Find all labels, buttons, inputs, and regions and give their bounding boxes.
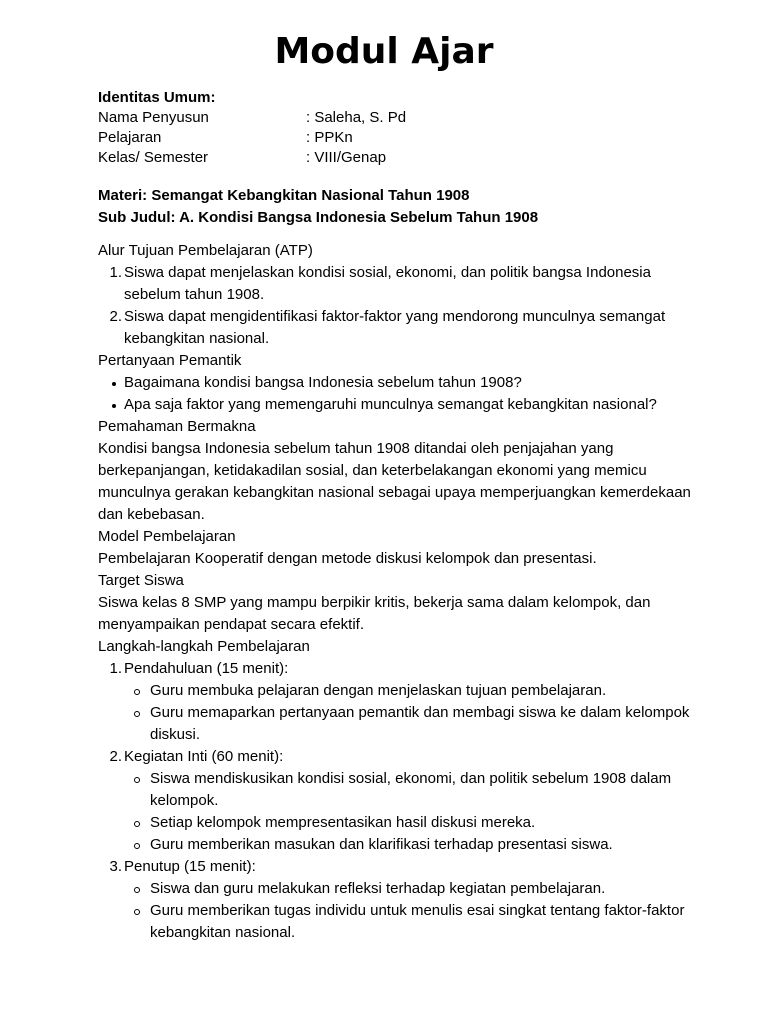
list-item bbox=[124, 702, 698, 746]
pertanyaan-list bbox=[98, 372, 698, 416]
pertanyaan-heading: Pertanyaan Pemantik bbox=[98, 352, 242, 369]
list-item: 1. Siswa dapat menjelaskan kondisi sosial, ekonomi, dan politik bangsa Indonesia sebelum tahun 1908. bbox=[98, 262, 698, 306]
atp-item-text: Siswa dapat mengidentifikasi faktor-faktor yang mendorong munculnya semangat kebangkitan nasional. bbox=[124, 308, 666, 347]
identitas-row bbox=[98, 108, 698, 128]
pertanyaan-item-text: Apa saja faktor yang memengaruhi munculnya semangat kebangkitan nasional? bbox=[124, 396, 657, 413]
list-item: 2. Kegiatan Inti (60 menit): Siswa mendiskusikan kondisi sosial, ekonomi, dan politik sebelum 1908 dalam kelompok. Setiap kelompok mempresentasikan hasil diskusi mereka. Guru memberikan masukan dan klarifikasi terhadap presentasi siswa. bbox=[98, 746, 698, 856]
model-text: Pembelajaran Kooperatif dengan metode diskusi kelompok dan presentasi. bbox=[98, 550, 597, 567]
step-label: Kegiatan Inti (60 menit): bbox=[124, 748, 284, 765]
circle-bullet-icon bbox=[124, 768, 150, 812]
step-item-text: Guru memberikan masukan dan klarifikasi terhadap presentasi siswa. bbox=[150, 836, 613, 853]
list-item bbox=[124, 878, 698, 900]
circle-bullet-icon bbox=[124, 702, 150, 746]
step-item-text: Guru membuka pelajaran dengan menjelaskan tujuan pembelajaran. bbox=[150, 682, 607, 699]
step-sub-list bbox=[124, 768, 698, 856]
identitas-row bbox=[98, 128, 698, 148]
bullet-icon bbox=[98, 394, 124, 416]
circle-bullet-icon bbox=[124, 900, 150, 944]
step-item-text: Setiap kelompok mempresentasikan hasil diskusi mereka. bbox=[150, 814, 536, 831]
identitas-row bbox=[98, 148, 698, 168]
step-label: Penutup (15 menit): bbox=[124, 858, 256, 875]
list-item bbox=[124, 680, 698, 702]
identitas-value: : PPKn bbox=[306, 129, 353, 146]
atp-item-text: Siswa dapat menjelaskan kondisi sosial, ekonomi, dan politik bangsa Indonesia sebelum tahun 1908. bbox=[124, 264, 651, 303]
step-sub-list bbox=[124, 878, 698, 944]
step-item-text: Siswa mendiskusikan kondisi sosial, ekonomi, dan politik sebelum 1908 dalam kelompok. bbox=[150, 770, 672, 809]
pertanyaan-item-text: Bagaimana kondisi bangsa Indonesia sebelum tahun 1908? bbox=[124, 374, 522, 391]
identitas-key: Nama Penyusun bbox=[98, 109, 209, 126]
step-label: Pendahuluan (15 menit): bbox=[124, 660, 289, 677]
identitas-value: : Saleha, S. Pd bbox=[306, 109, 407, 126]
target-heading: Target Siswa bbox=[98, 572, 184, 589]
circle-bullet-icon bbox=[124, 878, 150, 900]
atp-list bbox=[98, 262, 698, 350]
identitas-key: Pelajaran bbox=[98, 129, 162, 146]
circle-bullet-icon bbox=[124, 834, 150, 856]
pemahaman-heading: Pemahaman Bermakna bbox=[98, 418, 256, 435]
list-item bbox=[98, 394, 698, 416]
list-item bbox=[124, 834, 698, 856]
langkah-list bbox=[98, 658, 698, 944]
sub-judul-heading: Sub Judul: A. Kondisi Bangsa Indonesia Sebelum Tahun 1908 bbox=[98, 209, 539, 226]
list-item bbox=[98, 372, 698, 394]
identitas-heading: Identitas Umum: bbox=[98, 89, 216, 106]
materi-heading: Materi: Semangat Kebangkitan Nasional Tahun 1908 bbox=[98, 187, 470, 204]
list-item: 3. Penutup (15 menit): Siswa dan guru melakukan refleksi terhadap kegiatan pembelajaran. Guru memberikan tugas individu untuk menulis esai singkat tentang faktor-faktor kebangkitan nasional. bbox=[98, 856, 698, 944]
target-text: Siswa kelas 8 SMP yang mampu berpikir kritis, bekerja sama dalam kelompok, dan menyampaikan pendapat secara efektif. bbox=[98, 594, 651, 633]
step-item-text: Siswa dan guru melakukan refleksi terhadap kegiatan pembelajaran. bbox=[150, 880, 606, 897]
step-item-text: Guru memberikan tugas individu untuk menulis esai singkat tentang faktor-faktor kebangkitan nasional. bbox=[150, 902, 685, 941]
document-content bbox=[98, 88, 698, 944]
step-item-text: Guru memaparkan pertanyaan pemantik dan membagi siswa ke dalam kelompok diskusi. bbox=[150, 704, 690, 743]
document-title: Modul Ajar bbox=[274, 31, 494, 72]
materi-block bbox=[98, 185, 698, 229]
step-sub-list bbox=[124, 680, 698, 746]
list-item: 2. Siswa dapat mengidentifikasi faktor-faktor yang mendorong munculnya semangat kebangkitan nasional. bbox=[98, 306, 698, 350]
identitas-key: Kelas/ Semester bbox=[98, 149, 209, 166]
circle-bullet-icon bbox=[124, 812, 150, 834]
body-sections bbox=[98, 240, 698, 944]
list-item bbox=[124, 768, 698, 812]
list-item bbox=[124, 900, 698, 944]
pemahaman-text: Kondisi bangsa Indonesia sebelum tahun 1908 ditandai oleh penjajahan yang berkepanjangan, ketidakadilan sosial, dan keterbelakangan ekonomi yang memicu munculnya gerakan kebangkitan nasional sebagai upaya memperjuangkan kemerdekaan dan kebebasan. bbox=[98, 440, 691, 523]
model-heading: Model Pembelajaran bbox=[98, 528, 236, 545]
circle-bullet-icon bbox=[124, 680, 150, 702]
list-item: 1. Pendahuluan (15 menit): Guru membuka pelajaran dengan menjelaskan tujuan pembelajaran. Guru memaparkan pertanyaan pemantik dan membagi siswa ke dalam kelompok diskusi. bbox=[98, 658, 698, 746]
identitas-value: : VIII/Genap bbox=[306, 149, 387, 166]
bullet-icon bbox=[98, 372, 124, 394]
list-item bbox=[124, 812, 698, 834]
langkah-heading: Langkah-langkah Pembelajaran bbox=[98, 638, 310, 655]
atp-heading: Alur Tujuan Pembelajaran (ATP) bbox=[98, 242, 313, 259]
